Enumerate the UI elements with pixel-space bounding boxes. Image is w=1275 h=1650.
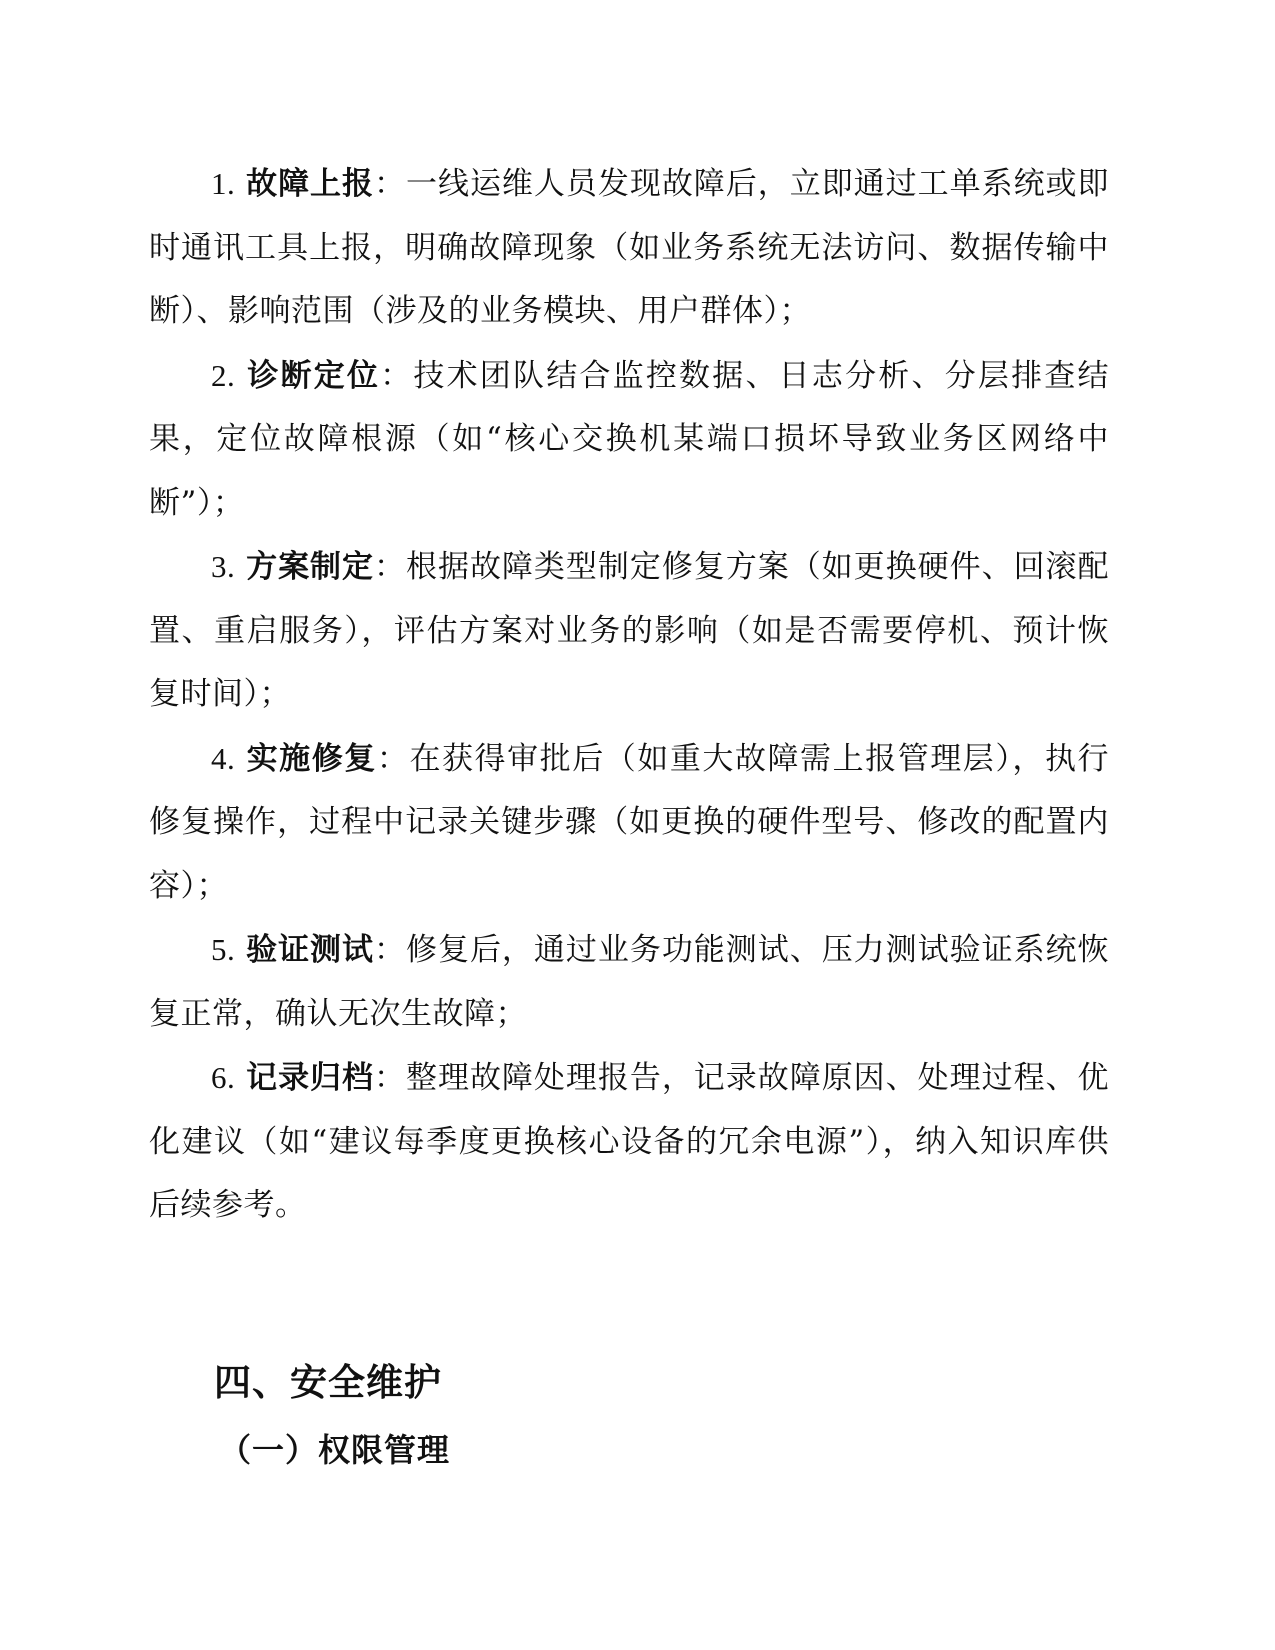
step-colon: ：	[374, 166, 406, 202]
step-number: 1.	[211, 166, 236, 201]
step-term: 方案制定	[246, 549, 375, 585]
step-text: 在获得审批后（如重大故障需上报管理层），执行修复操作，过程中记录关键步骤（如更换的硬件型号、修改的配置内容）；	[149, 740, 1110, 904]
step-colon: ：	[376, 740, 410, 777]
step-paragraph-6	[149, 1046, 1109, 1238]
step-paragraph-1	[149, 152, 1109, 344]
step-number: 2.	[211, 357, 236, 393]
step-paragraph-4	[149, 727, 1109, 919]
step-text: 根据故障类型制定修复方案（如更换硬件、回滚配置、重启服务），评估方案对业务的影响（如是否需要停机、预计恢复时间）；	[149, 549, 1110, 712]
step-text: 修复后，通过业务功能测试、压力测试验证系统恢复正常，确认无次生故障；	[149, 932, 1110, 1032]
step-number: 4.	[211, 740, 236, 776]
subsection-heading: （一）权限管理	[219, 1431, 451, 1469]
fault-handling-steps	[149, 152, 1109, 1238]
step-colon: ：	[380, 357, 414, 394]
step-paragraph-3	[149, 535, 1109, 727]
section-heading: 四、安全维护	[214, 1361, 442, 1404]
step-colon: ：	[374, 549, 406, 585]
step-text: 一线运维人员发现故障后，立即通过工单系统或即时通讯工具上报，明确故障现象（如业务系统无法访问、数据传输中断）、影响范围（涉及的业务模块、用户群体）；	[149, 166, 1110, 329]
step-number: 3.	[211, 549, 236, 584]
step-paragraph-2	[149, 344, 1109, 536]
step-text: 整理故障处理报告，记录故障原因、处理过程、优化建议（如“建议每季度更换核心设备的冗余电源”），纳入知识库供后续参考。	[149, 1060, 1110, 1223]
step-term: 诊断定位	[247, 357, 381, 394]
step-term: 故障上报	[246, 166, 375, 202]
step-number: 6.	[211, 1060, 236, 1095]
step-paragraph-5	[149, 918, 1109, 1046]
step-colon: ：	[374, 1060, 406, 1096]
step-term: 验证测试	[246, 932, 375, 968]
step-text: 技术团队结合监控数据、日志分析、分层排查结果，定位故障根源（如“核心交换机某端口损坏导致业务区网络中断”）；	[149, 357, 1110, 521]
step-term: 记录归档	[246, 1060, 375, 1096]
step-colon: ：	[374, 932, 406, 968]
step-term: 实施修复	[246, 740, 377, 777]
step-number: 5.	[211, 932, 236, 967]
